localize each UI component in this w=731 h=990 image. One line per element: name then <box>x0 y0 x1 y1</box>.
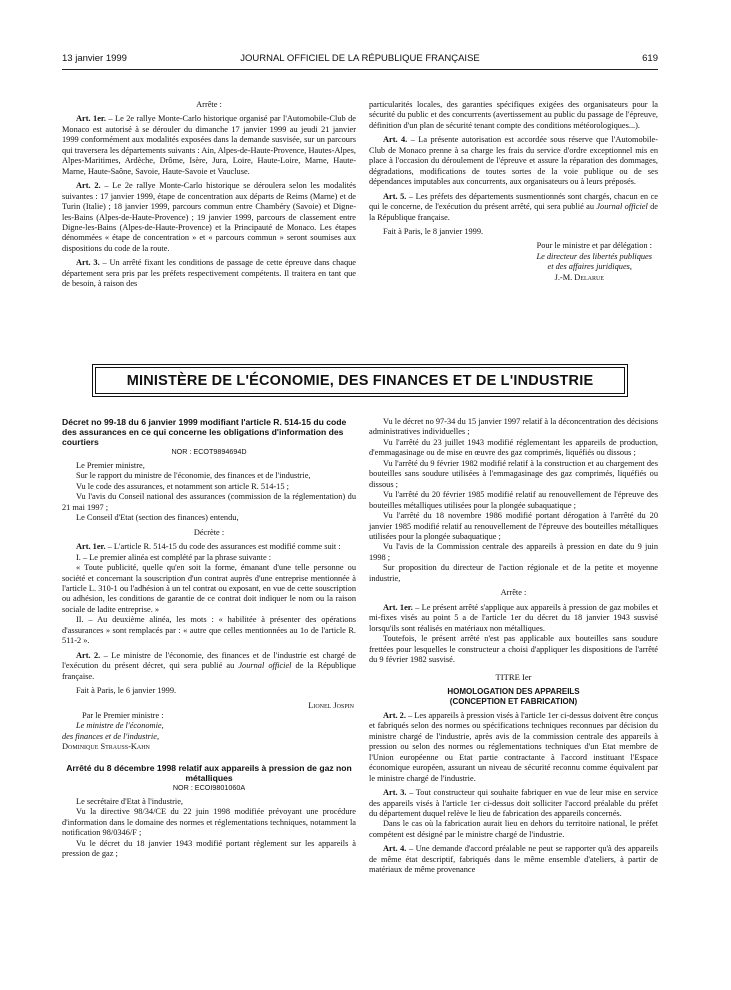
article-text: – Les appareils à pression visés à l'article 1er ci-dessus doivent être conçus et fabriqués selon des normes ou spécifications techniques reconnues par décision du ministre chargé de l'industrie, après avis de la commission centrale des appareils à pression ou selon des normes ou réglementations techniques d'un Etat membre de l'Union européenne ou Etat partie contractante à l'accord instituant l'Espace économique européen, assurant un niveau de sécurité reconnu comme équivalent par le ministre chargé de l'industrie. <box>369 710 658 783</box>
signature-name: J.-M. Delarue <box>554 272 604 282</box>
article-label: Art. 5. <box>383 191 407 201</box>
arrete-heading: Arrête : <box>500 588 527 598</box>
article-text: – La présente autorisation est accordée sous réserve que l'Automobile-Club de Monaco prenne à sa charge les frais du service d'ordre exceptionnel mis en place à l'occasion du déroulement de l'épreuve et assure la réparation des dommages, dégradations, modifications de toutes sortes de la voie publique ou de ses dépendances imputables aux concurrents, aux organisateurs ou à leurs préposés. <box>369 135 658 187</box>
body-paragraph: Le secrétaire d'Etat à l'industrie, <box>76 796 184 806</box>
signature-line: Le directeur des libertés publiques <box>536 251 652 261</box>
article-label: Art. 2. <box>383 710 406 720</box>
page-header <box>62 53 658 67</box>
article-paragraph <box>369 192 658 223</box>
article-label: Art. 4. <box>383 135 408 145</box>
article-text: – L'article R. 514-15 du code des assurances est modifié comme suit : <box>107 542 341 552</box>
article-label: Art. 2. <box>76 181 101 191</box>
body-paragraph: Vu l'arrêté du 9 février 1982 modifié relatif à la construction et au chargement des bouteilles sans soudure utilisées à l'emmagasinage des gaz comprimés, liquéfiés ou dissous ; <box>369 458 658 489</box>
ministry-banner <box>95 367 625 394</box>
signature-line: des finances et de l'industrie, <box>62 731 160 741</box>
arrete-heading: Arrête : <box>196 100 222 109</box>
article-text: – Le présent arrêté s'applique aux appareils à pression de gaz mobiles et mi-fixes visés au point 5 a de l'article 1er du décret du 18 janvier 1943 susvisé lorsqu'ils sont réalisés en matériaux non métalliques. <box>369 602 659 633</box>
article-paragraph <box>369 788 658 819</box>
body-paragraph: Vu l'avis du Conseil national des assurances (commission de la réglementation) du 21 mai 1997 ; <box>62 492 356 512</box>
signature-line: Le ministre de l'économie, <box>76 721 164 731</box>
nor-reference: NOR : ECOI9801060A <box>172 782 246 792</box>
lower-left-column <box>62 417 356 860</box>
header-journal-title: JOURNAL OFFICIEL DE LA RÉPUBLIQUE FRANÇAISE <box>240 53 480 64</box>
header-rule <box>62 69 658 70</box>
body-paragraph: II. – Au deuxième alinéa, les mots : « habilitée à présenter des opérations d'assurances » sont remplacés par : « autre que celles mentionnées au 1o de l'article R. 511-2 ». <box>62 615 356 646</box>
header-date: 13 janvier 1999 <box>62 53 127 64</box>
article-label: Art. 1er. <box>76 114 106 124</box>
lower-right-column <box>369 417 658 876</box>
article-label: Art. 4. <box>383 844 407 854</box>
journal-officiel-ref: Journal officiel <box>238 661 292 671</box>
signature-name: Lionel Jospin <box>308 700 354 710</box>
signature-name: Dominique Strauss-Kahn <box>62 742 150 752</box>
body-paragraph: Vu la directive 98/34/CE du 22 juin 1998 modifiée prévoyant une procédure d'information dans le domaine des normes et réglementations techniques, notamment la notification 98/0346/F ; <box>62 807 356 838</box>
top-right-column <box>369 100 658 283</box>
body-paragraph: « Toute publicité, quelle qu'en soit la forme, émanant d'une telle personne ou société et concernant la souscription d'un contrat auprès d'une entreprise mentionnée à l'article L. 310-1 ou l'adhésion à un tel contrat ou exposant, en vue de cette souscription ou adhésion, les conditions de garantie de ce contrat doit indiquer le nom ou la raison sociale de ladite entreprise. » <box>62 563 356 614</box>
decree-title: Arrêté du 8 décembre 1998 relatif aux appareils à pression de gaz non métalliques <box>66 762 352 783</box>
body-paragraph: Le Conseil d'Etat (section des finances) entendu, <box>76 513 239 523</box>
body-paragraph: Sur proposition du directeur de l'action régionale et de la petite et moyenne industrie, <box>369 563 658 583</box>
body-paragraph: Vu le décret no 97-34 du 15 janvier 1997 relatif à la déconcentration des décisions administratives individuelles ; <box>369 417 658 437</box>
section-heading: HOMOLOGATION DES APPAREILS <box>447 686 580 696</box>
article-text: – Le 2e rallye Monte-Carlo historique organisé par l'Automobile-Club de Monaco est autorisé à se dérouler du dimanche 17 janvier 1999 au jeudi 21 janvier 1999 conformément aux modalités exposées dans la demande susvisée, sur un parcours qui traversera les départements suivants : Ain, Alpes-de-Haute-Provence, Hautes-Alpes, Alpes-Maritimes, Ardèche, Drôme, Isère, Jura, Loire, Haute-Loire, Marne, Haute-Marne, Haute-Saône, Savoie, Haute-Savoie et Vaucluse. <box>62 114 357 176</box>
article-label: Art. 2. <box>76 650 101 660</box>
article-paragraph <box>62 258 356 289</box>
body-paragraph: Toutefois, le présent arrêté n'est pas applicable aux bouteilles sans soudure frettées pour lesquelles le constructeur a choisi d'appliquer les dispositions de l'arrêté du 9 février 1982 susvisé. <box>369 634 658 664</box>
article-paragraph <box>62 542 356 552</box>
article-paragraph <box>62 181 356 254</box>
article-paragraph <box>369 711 658 784</box>
titre-heading: TITRE Ier <box>495 672 532 683</box>
done-at-line: Fait à Paris, le 8 janvier 1999. <box>383 226 484 236</box>
nor-reference: NOR : ECOT9894694D <box>171 447 247 456</box>
article-paragraph <box>369 844 658 875</box>
decrete-heading: Décrète : <box>193 527 225 537</box>
body-paragraph: I. – Le premier alinéa est complété par la phrase suivante : <box>76 552 272 562</box>
signature-line: Par le Premier ministre : <box>82 710 164 720</box>
body-paragraph: Vu l'avis de la Commission centrale des appareils à pression en date du 9 juin 1998 ; <box>369 542 658 562</box>
body-paragraph: Le Premier ministre, <box>76 461 145 470</box>
article-label: Art. 3. <box>76 258 100 268</box>
body-paragraph: Dans le cas où la fabrication aurait lieu en dehors du territoire national, le préfet compétent est désigné par le ministre chargé de l'industrie. <box>369 819 658 839</box>
section-subheading: (CONCEPTION ET FABRICATION) <box>449 696 578 706</box>
top-left-column <box>62 100 356 290</box>
continued-text: particularités locales, des garanties spécifiques exigées des organisateurs pour la sécurité du public et des concurrents (avertissement au public du passage de l'épreuve, définition d'un plan de sécurité tenant compte des conditions météorologiques...). <box>369 100 658 130</box>
article-paragraph <box>369 603 658 634</box>
article-text: de la République française. <box>369 202 659 222</box>
signature-line: Pour le ministre et par délégation : <box>536 241 652 251</box>
ministry-title: MINISTÈRE DE L'ÉCONOMIE, DES FINANCES ET DE L'INDUSTRIE <box>126 372 594 389</box>
decree-title: Décret no 99-18 du 6 janvier 1999 modifiant l'article R. 514-15 du code des assurances en ce qui concerne les obligations d'information des courtiers <box>62 417 347 447</box>
article-text: – Un arrêté fixant les conditions de passage de cette épreuve dans chaque département sera pris par les préfets respectivement compétents. Il traitera en tant que de besoin, à raison des <box>62 258 357 289</box>
article-text: – Le 2e rallye Monte-Carlo historique se déroulera selon les modalités suivantes : 17 janvier 1999, étape de concentration aux départs de Reims (Marne) et de Turin (Italie) ; 18 janvier 1999, parcours commun entre Chambéry (Savoie) et Digne-les-Bains (Alpes-de-Haute-Provence) ; 19 janvier 1999, parcours de classement entre Digne-les-Bains (Alpes-de-Haute-Provence) et la Principauté de Monaco. Les étapes dénommées « étape de concentration » et « parcours commun » seront soumises aux dispositions du code de la route. <box>62 181 356 253</box>
body-paragraph: Sur le rapport du ministre de l'économie, des finances et de l'industrie, <box>76 471 311 481</box>
signature-line: et des affaires juridiques, <box>547 262 632 272</box>
body-paragraph: Vu l'arrêté du 20 février 1985 modifié relatif au renouvellement de l'épreuve des bouteilles métalliques utilisées pour la plongée subaquatique ; <box>369 490 658 510</box>
article-text: – Le ministre de l'économie, des finances et de l'industrie est chargé de l'exécution du présent décret, qui sera publié au <box>62 650 356 671</box>
article-text: – Les préfets des départements susmentionnés sont chargés, chacun en ce qui le concerne, de l'exécution du présent arrêté, qui sera publié au <box>369 191 659 212</box>
article-label: Art. 3. <box>383 788 407 798</box>
header-page-number: 619 <box>642 53 658 64</box>
article-paragraph <box>62 114 356 177</box>
article-label: Art. 1er. <box>383 602 413 612</box>
done-at-line: Fait à Paris, le 6 janvier 1999. <box>76 686 177 696</box>
article-text: – Une demande d'accord préalable ne peut se rapporter qu'à des appareils de même état descriptif, fabriqués dans le même ensemble d'ateliers, à partir de matériaux de même provenance <box>369 844 659 875</box>
article-label: Art. 1er. <box>76 542 106 552</box>
article-paragraph <box>369 135 658 187</box>
article-text: – Tout constructeur qui souhaite fabriquer en vue de leur mise en service des appareils visés à l'article 1er ci-dessus doit solliciter l'accord préalable du préfet du département duquel relève le lieu de fabrication des appareils concernés. <box>369 788 658 818</box>
article-paragraph <box>62 651 356 682</box>
journal-officiel-ref: Journal officiel <box>596 202 648 212</box>
body-paragraph: Vu l'arrêté du 18 novembre 1986 modifié portant dérogation à l'arrêté du 20 janvier 1985 modifié relatif au renouvellement de l'épreuve des bouteilles métalliques utilisées pour la plongée subaquatique ; <box>369 511 658 541</box>
body-paragraph: Vu le code des assurances, et notamment son article R. 514-15 ; <box>76 481 289 491</box>
article-text: de la République française. <box>62 661 356 681</box>
body-paragraph: Vu le décret du 18 janvier 1943 modifié portant règlement sur les appareils à pression de gaz ; <box>62 838 356 859</box>
body-paragraph: Vu l'arrêté du 23 juillet 1943 modifié réglementant les appareils de production, d'emmagasinage ou de mise en œuvre des gaz comprimés, liquéfiés ou dissous ; <box>369 437 658 458</box>
